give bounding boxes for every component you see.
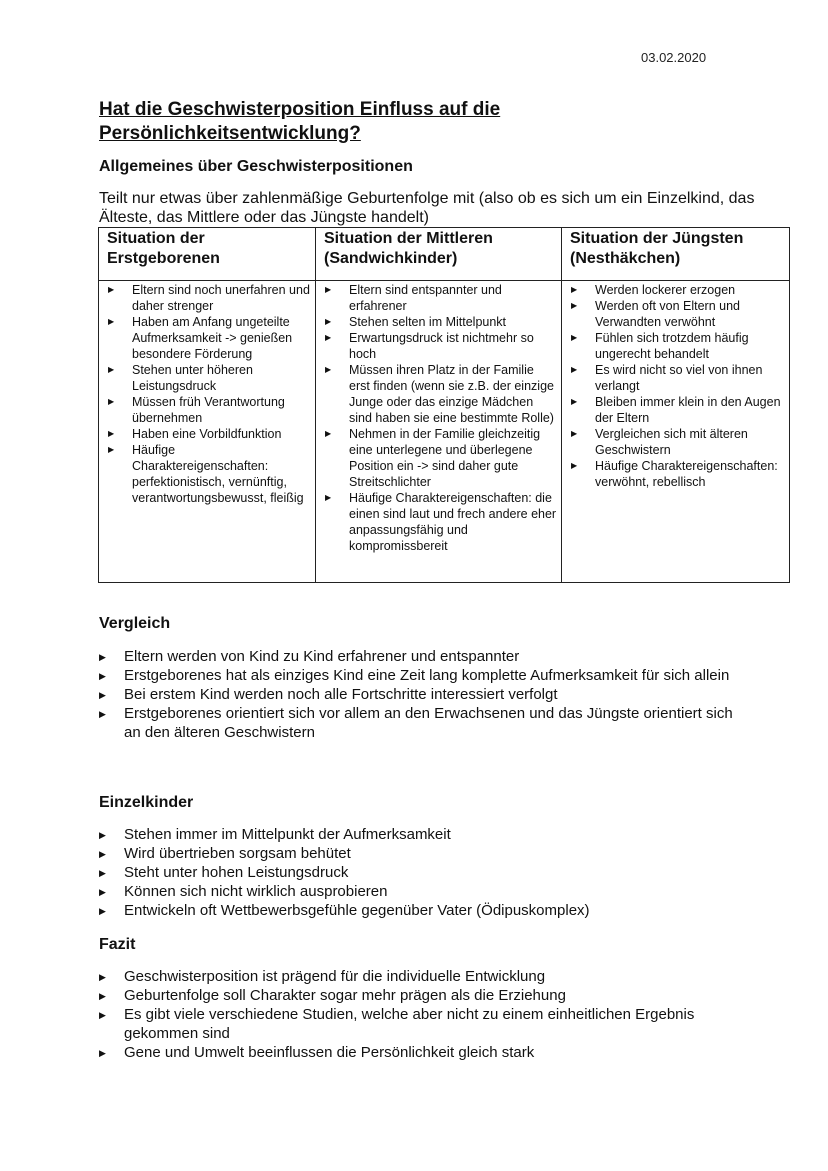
- einzelkinder-list: [99, 825, 739, 920]
- list-item: ▶ Nehmen in der Familie gleichzeitig eine unterlegene und überlegene Position ein -> sind daher gute Streitschlichter: [325, 426, 557, 490]
- list-item: ▶ Entwickeln oft Wettbewerbsgefühle gegenüber Vater (Ödipuskomplex): [99, 901, 739, 920]
- section-heading-vergleich: Vergleich: [99, 615, 171, 632]
- list-item: ▶ Häufige Charaktereigenschaften: perfektionistisch, vernünftig, verantwortungsbewusst, fleißig: [108, 442, 311, 506]
- list-item: ▶ Müssen ihren Platz in der Familie erst finden (wenn sie z.B. der einzige Junge oder das einzige Mädchen sind haben sie eine bestimmte Rolle): [325, 362, 557, 426]
- section-heading-fazit: Fazit: [99, 936, 136, 953]
- vergleich-list: [99, 647, 739, 742]
- sibling-position-table: [98, 227, 790, 583]
- firstborn-cell: [99, 281, 316, 583]
- youngest-cell: [562, 281, 790, 583]
- list-item: ▶ Gene und Umwelt beeinflussen die Persönlichkeit gleich stark: [99, 1043, 739, 1062]
- firstborn-list: [99, 281, 315, 506]
- list-item: ▶ Stehen selten im Mittelpunkt: [325, 314, 557, 330]
- list-item: ▶ Erstgeborenes hat als einziges Kind eine Zeit lang komplette Aufmerksamkeit für sich allein: [99, 666, 739, 685]
- list-item: ▶ Eltern sind noch unerfahren und daher strenger: [108, 282, 311, 314]
- header-middle: Situation der Mittleren (Sandwichkinder): [316, 228, 562, 281]
- intro-paragraph: Teilt nur etwas über zahlenmäßige Geburtenfolge mit (also ob es sich um ein Einzelkind, das Älteste, das Mittlere oder das Jüngste handelt): [99, 190, 755, 226]
- list-item: ▶ Stehen immer im Mittelpunkt der Aufmerksamkeit: [99, 825, 739, 844]
- list-item: ▶ Haben am Anfang ungeteilte Aufmerksamkeit -> genießen besondere Förderung: [108, 314, 311, 362]
- list-item: ▶ Bei erstem Kind werden noch alle Fortschritte interessiert verfolgt: [99, 685, 739, 704]
- table-body-row: [99, 281, 790, 583]
- list-item: ▶ Geschwisterposition ist prägend für die individuelle Entwicklung: [99, 967, 739, 986]
- list-item: ▶ Stehen unter höheren Leistungsdruck: [108, 362, 311, 394]
- section-heading-einzelkinder: Einzelkinder: [99, 794, 194, 811]
- header-youngest: Situation der Jüngsten (Nesthäkchen): [562, 228, 790, 281]
- list-item: ▶ Wird übertrieben sorgsam behütet: [99, 844, 739, 863]
- list-item: ▶ Werden oft von Eltern und Verwandten verwöhnt: [571, 298, 785, 330]
- list-item: ▶ Geburtenfolge soll Charakter sogar mehr prägen als die Erziehung: [99, 986, 739, 1005]
- list-item: ▶ Fühlen sich trotzdem häufig ungerecht behandelt: [571, 330, 785, 362]
- list-item: ▶ Eltern sind entspannter und erfahrener: [325, 282, 557, 314]
- list-item: ▶ Eltern werden von Kind zu Kind erfahrener und entspannter: [99, 647, 739, 666]
- middle-list: [316, 281, 561, 554]
- list-item: ▶ Haben eine Vorbildfunktion: [108, 426, 311, 442]
- list-item: ▶ Werden lockerer erzogen: [571, 282, 785, 298]
- header-firstborn: Situation der Erstgeborenen: [99, 228, 316, 281]
- document-date: 03.02.2020: [641, 50, 707, 65]
- list-item: ▶ Vergleichen sich mit älteren Geschwistern: [571, 426, 785, 458]
- middle-cell: [316, 281, 562, 583]
- list-item: ▶ Erstgeborenes orientiert sich vor allem an den Erwachsenen und das Jüngste orientiert sich an den älteren Geschwistern: [99, 704, 739, 742]
- document-title: Hat die Geschwisterposition Einfluss auf die Persönlichkeitsentwicklung?: [99, 99, 501, 144]
- list-item: ▶ Können sich nicht wirklich ausprobieren: [99, 882, 739, 901]
- section-heading-general: Allgemeines über Geschwisterpositionen: [99, 158, 413, 175]
- fazit-list: [99, 967, 739, 1062]
- list-item: ▶ Bleiben immer klein in den Augen der Eltern: [571, 394, 785, 426]
- list-item: ▶ Erwartungsdruck ist nichtmehr so hoch: [325, 330, 557, 362]
- table-header-row: [99, 228, 790, 281]
- list-item: ▶ Häufige Charaktereigenschaften: die einen sind laut und frech andere eher anpassungsfähig und kompromissbereit: [325, 490, 557, 554]
- youngest-list: [562, 281, 789, 490]
- list-item: ▶ Es wird nicht so viel von ihnen verlangt: [571, 362, 785, 394]
- list-item: ▶ Steht unter hohen Leistungsdruck: [99, 863, 739, 882]
- list-item: ▶ Häufige Charaktereigenschaften: verwöhnt, rebellisch: [571, 458, 785, 490]
- list-item: ▶ Es gibt viele verschiedene Studien, welche aber nicht zu einem einheitlichen Ergebnis gekommen sind: [99, 1005, 739, 1043]
- list-item: ▶ Müssen früh Verantwortung übernehmen: [108, 394, 311, 426]
